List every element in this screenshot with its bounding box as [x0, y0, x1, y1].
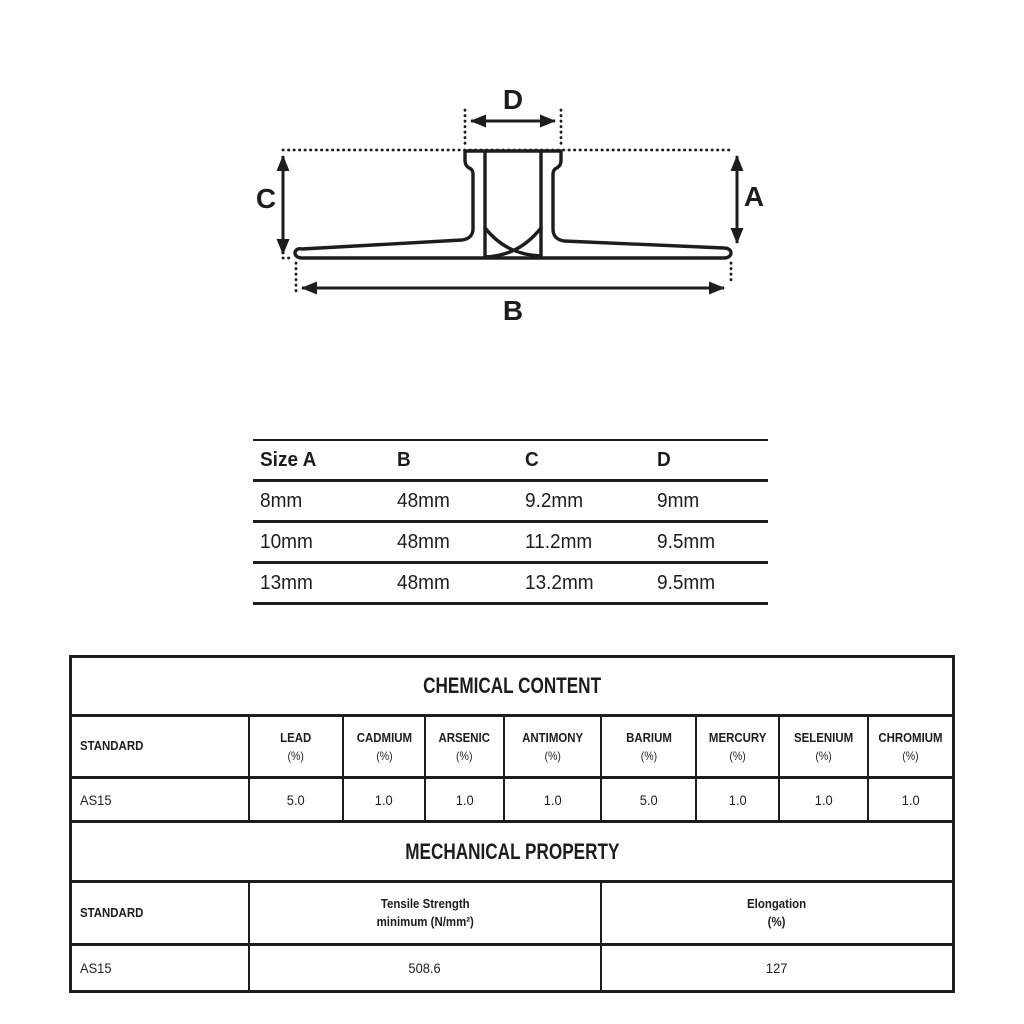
dim-label-a: A: [743, 181, 765, 212]
chemical-header-barium: BARIUM (%): [600, 717, 695, 776]
chemical-cadmium-value: 1.0: [342, 779, 424, 820]
size-table-row: [253, 523, 768, 564]
chemical-data-row: [72, 776, 952, 820]
size-cell: 48mm: [397, 530, 450, 553]
chemical-header-cadmium: CADMIUM (%): [342, 717, 424, 776]
chemical-header-antimony: ANTIMONY (%): [503, 717, 600, 776]
size-cell: 9.5mm: [657, 571, 716, 594]
size-cell: 10mm: [260, 530, 313, 553]
chemical-selenium-value: 1.0: [778, 779, 867, 820]
size-table-header-b: B: [397, 448, 411, 471]
mechanical-header-elongation: Elongation (%): [600, 883, 952, 943]
chemical-header-lead: LEAD (%): [248, 717, 342, 776]
size-table-header-size-a: Size A: [260, 448, 317, 471]
dim-label-d: D: [502, 84, 524, 115]
mechanical-standard-value: AS15: [80, 960, 112, 976]
chemical-header-chromium: CHROMIUM (%): [867, 717, 952, 776]
chemical-header-selenium: SELENIUM (%): [778, 717, 867, 776]
chemical-antimony-value: 1.0: [503, 779, 600, 820]
profile-cross-brace-right: [485, 228, 541, 257]
dim-label-c: C: [255, 183, 277, 214]
chemical-content-title-row: [72, 658, 952, 714]
size-table-header-row: [253, 441, 768, 482]
size-table-row: [253, 564, 768, 605]
size-cell: 48mm: [397, 571, 450, 594]
chemical-mercury-value: 1.0: [695, 779, 778, 820]
mechanical-header-row: [72, 880, 952, 943]
profile-outline: [295, 151, 731, 258]
mechanical-property-title: MECHANICAL PROPERTY: [404, 838, 620, 864]
size-table-row: [253, 482, 768, 523]
profile-dimension-diagram: [250, 82, 770, 332]
size-cell: 9.2mm: [525, 489, 584, 512]
chemical-header-mercury: MERCURY (%): [695, 717, 778, 776]
size-cell: 9.5mm: [657, 530, 716, 553]
size-cell: 11.2mm: [525, 530, 593, 553]
size-cell: 8mm: [260, 489, 303, 512]
chemical-standard-value: AS15: [80, 791, 112, 808]
size-cell: 13.2mm: [525, 571, 594, 594]
chemical-content-title: CHEMICAL CONTENT: [423, 673, 601, 698]
mechanical-header-standard: STANDARD: [80, 904, 144, 920]
spec-table: [69, 655, 955, 993]
dim-label-b: B: [502, 295, 524, 326]
chemical-chromium-value: 1.0: [867, 779, 952, 820]
size-cell: 13mm: [260, 571, 313, 594]
size-cell: 9mm: [657, 489, 700, 512]
chemical-header-arsenic: ARSENIC (%): [424, 717, 503, 776]
chemical-arsenic-value: 1.0: [424, 779, 503, 820]
size-table-header-c: C: [525, 448, 539, 471]
size-cell: 48mm: [397, 489, 450, 512]
size-table-header-d: D: [657, 448, 671, 471]
mechanical-elongation-value: 127: [600, 946, 952, 990]
size-table: [253, 439, 768, 605]
chemical-barium-value: 5.0: [600, 779, 695, 820]
mechanical-data-row: [72, 943, 952, 990]
mechanical-tensile-value: 508.6: [248, 946, 600, 990]
chemical-lead-value: 5.0: [248, 779, 342, 820]
chemical-header-standard: STANDARD: [80, 738, 144, 754]
mechanical-header-tensile-strength: Tensile Strength minimum (N/mm²): [248, 883, 600, 943]
mechanical-property-title-row: [72, 820, 952, 880]
chemical-header-row: [72, 714, 952, 776]
